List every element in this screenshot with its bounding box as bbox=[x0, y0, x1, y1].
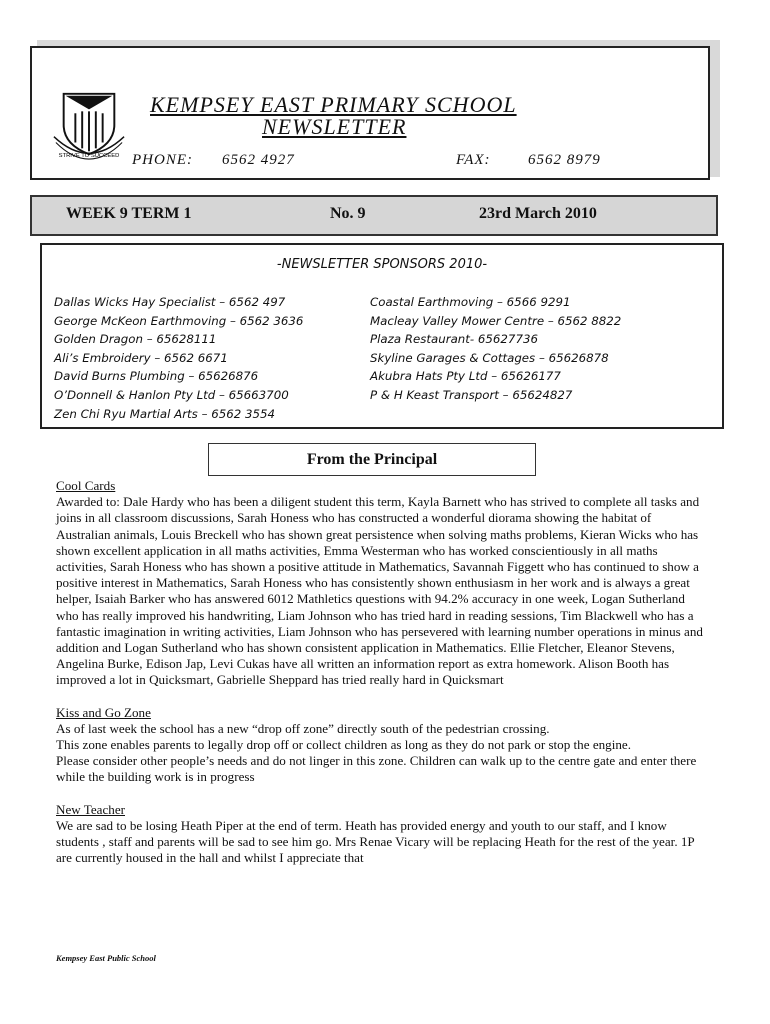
sponsors-right-list bbox=[370, 293, 621, 405]
crest-motto: STRIVE TO SUCCEED bbox=[58, 153, 120, 160]
kiss-and-go-line: This zone enables parents to legally drop off or collect children as long as they do not park or stop the engine. bbox=[56, 737, 631, 753]
school-name: KEMPSEY EAST PRIMARY SCHOOL bbox=[150, 92, 517, 117]
cool-cards-body: Awarded to: Dale Hardy who has been a diligent student this term, Kayla Barnett who has strived to complete all tasks and joins in all classroom discussions, Sarah Honess who has constructed a wonderful diorama showing the habitat of Australian animals, Louis Breckell who has shown great persistence when solving maths problems, Kieran Wicks who has shown excellent application in all maths activities, Emma Westerman who has worked conscientiously in all maths activities, Sarah Honess who has shown a positive attitude in Mathematics, Savannah Figgett who has continued to show a positive interest in Mathematics, Sarah Honess who has consistently shown enthusiasm in her work and is always a great helper, Isaiah Barker who has answered 6012 Mathletics questions with 94.2% accuracy in one week, Logan Sutherland who has really improved his handwriting, Liam Johnson who has tried hard in reading sessions, Tim Blackwell who has a fantastic imagination in writing activities, Liam Johnson who has persevered with learning number operations in minus and addition and Logan Sutherland who has shown consistent application in Mathematics. Ellie Fletcher, Eleanor Stevens, Angelina Burke, Edison Jap, Levi Cukas have all written an information report as extra homework. Alison Booth has improved a lot in Quicksmart, Gabrielle Sheppard has tried really hard in Quicksmart bbox=[56, 494, 703, 688]
sponsor-item: George McKeon Earthmoving – 6562 3636 bbox=[54, 313, 304, 328]
week-term: WEEK 9 TERM 1 bbox=[66, 205, 192, 222]
sponsor-item: Akubra Hats Pty Ltd – 65626177 bbox=[370, 369, 561, 384]
kiss-and-go-heading: Kiss and Go Zone bbox=[56, 704, 151, 720]
sponsor-item: Dallas Wicks Hay Specialist – 6562 497 bbox=[54, 295, 286, 309]
fax-label: FAX: bbox=[456, 152, 491, 168]
phone-number: 6562 4927 bbox=[222, 152, 295, 168]
sponsors-box bbox=[40, 243, 724, 429]
new-teacher-body: We are sad to be losing Heath Piper at the end of term. Heath has provided energy and youth to our staff, and I know students , staff and parents will be sad to see him go. Mrs Renae Vicary will be replacing Heath for the rest of the year. 1P are currently housed in the hall and whilst I appreciate that bbox=[56, 817, 695, 866]
issue-date: 23rd March 2010 bbox=[479, 205, 597, 222]
issue-number: No. 9 bbox=[330, 205, 366, 222]
sponsor-item: Plaza Restaurant- 65627736 bbox=[370, 332, 538, 347]
sponsor-item: Coastal Earthmoving – 6566 9291 bbox=[370, 295, 571, 309]
sponsor-item: O’Donnell & Hanlon Pty Ltd – 65663700 bbox=[54, 387, 289, 402]
sponsor-item: P & H Keast Transport – 65624827 bbox=[370, 387, 573, 402]
school-crest-icon bbox=[50, 86, 128, 162]
kiss-and-go-line: Please consider other people’s needs and do not linger in this zone. Children can walk up to the centre gate and enter there while the building work is in progress bbox=[56, 753, 697, 785]
fax-number: 6562 8979 bbox=[528, 152, 601, 168]
cool-cards-heading: Cool Cards bbox=[56, 478, 116, 493]
new-teacher-heading: New Teacher bbox=[56, 801, 125, 817]
sponsor-item: Ali’s Embroidery – 6562 6671 bbox=[54, 350, 228, 365]
kiss-and-go-line: As of last week the school has a new “drop off zone” directly south of the pedestrian crossing. bbox=[56, 720, 550, 736]
principal-content bbox=[56, 478, 706, 866]
sponsor-item: Skyline Garages & Cottages – 65626878 bbox=[370, 350, 609, 365]
phone-label: PHONE: bbox=[132, 152, 193, 168]
sponsor-item: David Burns Plumbing – 65626876 bbox=[54, 369, 259, 384]
newsletter-header bbox=[30, 46, 710, 180]
footer-school-name: Kempsey East Public School bbox=[56, 953, 156, 963]
issue-info-bar bbox=[30, 195, 718, 236]
sponsor-item: Macleay Valley Mower Centre – 6562 8822 bbox=[370, 313, 622, 328]
sponsor-item: Zen Chi Ryu Martial Arts – 6562 3554 bbox=[54, 406, 276, 421]
sponsor-item: Golden Dragon – 65628111 bbox=[54, 332, 217, 347]
sponsors-title: -NEWSLETTER SPONSORS 2010- bbox=[276, 257, 488, 272]
newsletter-subtitle: NEWSLETTER bbox=[262, 114, 407, 139]
principal-heading: From the Principal bbox=[208, 443, 536, 476]
sponsors-left-list bbox=[54, 293, 303, 423]
